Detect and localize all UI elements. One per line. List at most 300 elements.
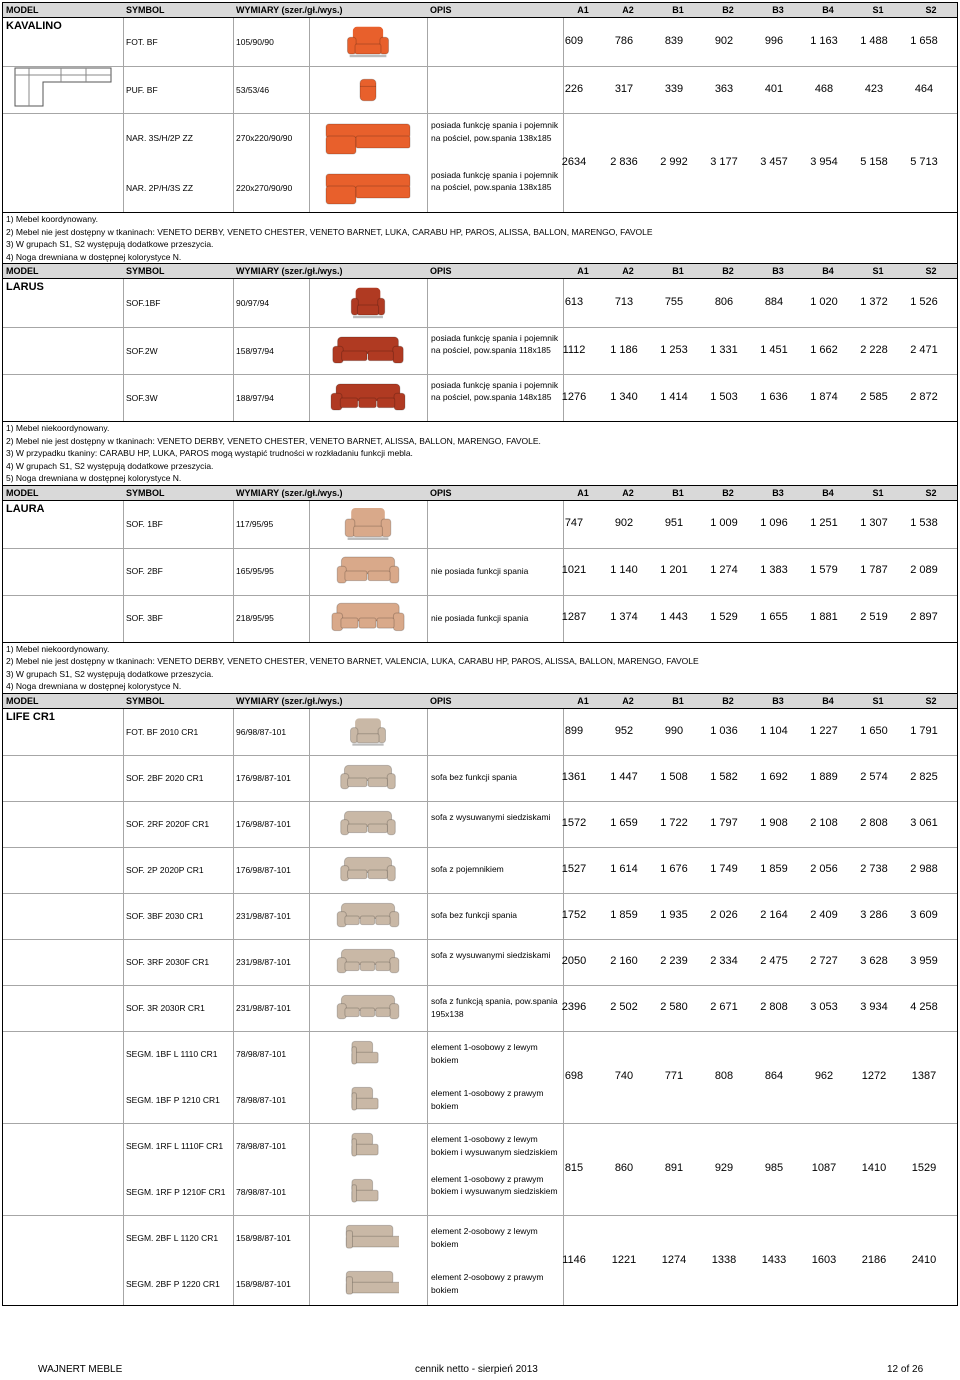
header-price-group: A1: [577, 487, 589, 498]
price-cell: 3 061: [910, 816, 938, 829]
price-cell: 1 659: [610, 816, 638, 829]
product-photo: [333, 898, 403, 939]
price-cell: 990: [664, 724, 684, 737]
price-cell: 2 471: [910, 343, 938, 356]
table-row: [3, 66, 957, 114]
symbol-cell: SEGM. 1BF L 1110 CR1: [126, 1048, 218, 1059]
symbol-cell: PUF. BF: [126, 84, 158, 95]
price-cell: 2 992: [660, 155, 688, 168]
description-cell: element 1-osobowy z lewym bokiem: [431, 1042, 538, 1065]
dimensions-cell: 78/98/87-101: [236, 1186, 287, 1197]
price-cell: 902: [714, 35, 734, 47]
header-price-group: A2: [622, 487, 634, 498]
description-cell: posiada funkcję spania i pojemnik na pościel, pow.spania 138x185: [431, 169, 559, 193]
symbol-cell: SEGM. 2BF P 1220 CR1: [126, 1278, 220, 1289]
price-cell: 786: [614, 35, 634, 47]
price-cell: 1752: [561, 908, 587, 921]
symbol-cell: SOF.3W: [126, 392, 158, 403]
price-cell: 902: [614, 517, 634, 529]
footer-page-number: 12 of 26: [887, 1364, 924, 1375]
price-cell: 747: [564, 517, 584, 529]
header-model: MODEL: [6, 487, 39, 498]
symbol-cell: SOF. 3BF 2030 CR1: [126, 910, 204, 921]
price-cell: 1 859: [760, 862, 788, 875]
description-cell: sofa z pojemnikiem: [431, 864, 504, 875]
header-price-group: B3: [772, 5, 784, 15]
price-cell: 1 186: [610, 343, 638, 356]
price-cell: 2050: [561, 954, 587, 967]
price-cell: 1 307: [860, 517, 888, 529]
price-cell: 2 026: [710, 908, 738, 921]
description-cell: element 1-osobowy z lewym bokiem i wysuwanym siedziskiem: [431, 1134, 558, 1157]
symbol-cell: SOF.2W: [126, 345, 158, 356]
price-cell: 1 451: [760, 343, 788, 356]
table-row: [3, 847, 957, 894]
table-row: [3, 801, 957, 848]
price-cell: 1 009: [710, 517, 738, 529]
header-symbol: SYMBOL: [126, 695, 165, 706]
header-price-group: S1: [872, 266, 884, 276]
header-price-group: B4: [822, 487, 834, 498]
note-line: 2) Mebel nie jest dostępny w tkaninach: VENETO DERBY, VENETO CHESTER, VENETO BARNET, VALENCIA, LUKA, CARABU HP, PAROS, ALISSA, BALLON, MARENGO, FAVOLE: [6, 656, 699, 666]
price-cell: 2 239: [660, 954, 688, 967]
note-line: 4) W grupach S1, S2 występują dodatkowe przeszycia.: [6, 460, 214, 471]
price-cell: 464: [914, 82, 934, 95]
price-cell: 1 163: [810, 35, 838, 47]
price-cell: 2 671: [710, 1000, 738, 1013]
notes-block: [3, 212, 957, 263]
table-row: [3, 985, 957, 1032]
description-cell: nie posiada funkcji spania: [431, 612, 529, 623]
price-cell: 468: [814, 82, 834, 95]
shared-price-row: [3, 1215, 957, 1307]
description-cell: posiada funkcję spania i pojemnik na pościel, pow.spania 138x185: [431, 120, 559, 143]
price-cell: 740: [614, 1069, 634, 1082]
price-cell: 2 164: [760, 908, 788, 921]
symbol-cell: SOF. 2P 2020P CR1: [126, 864, 204, 875]
price-cell: 1021: [561, 564, 587, 576]
symbol-cell: SEGM. 1RF P 1210F CR1: [126, 1186, 226, 1197]
price-cell: 1433: [761, 1253, 787, 1266]
table-row: [3, 939, 957, 986]
section-kavalino: [2, 2, 958, 263]
description-cell: posiada funkcję spania i pojemnik na pościel, pow.spania 148x185: [431, 379, 559, 403]
header-symbol: SYMBOL: [126, 5, 165, 15]
header-description: OPIS: [430, 695, 452, 706]
price-cell: 1 503: [710, 390, 738, 403]
header-description: OPIS: [430, 487, 452, 498]
price-cell: 1 881: [810, 611, 838, 623]
symbol-cell: SEGM. 2BF L 1120 CR1: [126, 1232, 219, 1243]
header-price-group: B3: [772, 487, 784, 498]
table-row: [3, 327, 957, 375]
price-cell: 226: [564, 82, 584, 95]
header-price-group: B3: [772, 266, 784, 276]
price-cell: 2 056: [810, 862, 838, 875]
section-body: [3, 501, 957, 642]
price-cell: 2 585: [860, 390, 888, 403]
note-line: 1) Mebel koordynowany.: [6, 214, 98, 224]
notes-block: [3, 642, 957, 693]
description-cell: sofa bez funkcji spania: [431, 772, 517, 783]
dimensions-cell: 231/98/87-101: [236, 910, 291, 921]
symbol-cell: FOT. BF 2010 CR1: [126, 726, 199, 737]
price-cell: 1338: [711, 1253, 737, 1266]
price-cell: 952: [614, 724, 634, 737]
dimensions-cell: 158/97/94: [236, 345, 274, 356]
price-cell: 4 258: [910, 1000, 938, 1013]
price-cell: 713: [614, 296, 634, 308]
dimensions-cell: 270x220/90/90: [236, 133, 293, 143]
product-photo: [333, 551, 403, 596]
dimensions-cell: 165/95/95: [236, 566, 274, 576]
price-cell: 1 749: [710, 862, 738, 875]
dimensions-cell: 176/98/87-101: [236, 818, 291, 829]
dimensions-cell: 117/95/95: [236, 519, 274, 529]
symbol-cell: NAR. 3S/H/2P ZZ: [126, 133, 193, 143]
dimensions-cell: 176/98/87-101: [236, 864, 291, 875]
header-description: OPIS: [430, 266, 452, 276]
header-price-group: S1: [872, 695, 884, 706]
price-cell: 985: [764, 1161, 784, 1174]
description-cell: sofa z funkcją spania, pow.spania 195x138: [431, 996, 558, 1019]
price-cell: 2 160: [610, 954, 638, 967]
header-dimensions: WYMIARY (szer./gł./wys.): [236, 5, 343, 15]
note-line: 3) W grupach S1, S2 występują dodatkowe przeszycia.: [6, 668, 214, 679]
header-description: OPIS: [430, 5, 452, 15]
header-price-group: B1: [672, 695, 684, 706]
section-body: [3, 709, 957, 1305]
price-cell: 1274: [661, 1253, 687, 1266]
price-cell: 1 797: [710, 816, 738, 829]
price-cell: 2 502: [610, 1000, 638, 1013]
price-cell: 2 409: [810, 908, 838, 921]
price-cell: 1 889: [810, 770, 838, 783]
price-cell: 1 096: [760, 517, 788, 529]
dimensions-cell: 78/98/87-101: [236, 1140, 287, 1151]
price-cell: 1276: [561, 390, 587, 403]
product-photo: [346, 283, 390, 328]
symbol-cell: SOF. 2RF 2020F CR1: [126, 818, 210, 829]
price-cell: 2 580: [660, 1000, 688, 1013]
price-cell: 1 372: [860, 296, 888, 308]
product-photo: [333, 990, 403, 1031]
price-cell: 2 228: [860, 343, 888, 356]
price-cell: 1 662: [810, 343, 838, 356]
price-cell: 1 447: [610, 770, 638, 783]
price-cell: 1087: [811, 1161, 837, 1174]
price-cell: 698: [564, 1069, 584, 1082]
header-price-group: B1: [672, 266, 684, 276]
price-cell: 1 614: [610, 862, 638, 875]
price-cell: 899: [564, 724, 584, 737]
symbol-cell: SOF.1BF: [126, 298, 161, 308]
price-cell: 884: [764, 296, 784, 308]
price-cell: 2 988: [910, 862, 938, 875]
product-photo: [327, 597, 409, 644]
header-price-group: S1: [872, 5, 884, 15]
model-name: LIFE CR1: [6, 710, 55, 723]
header-model: MODEL: [6, 695, 39, 706]
header-price-group: S2: [925, 487, 937, 498]
note-line: 1) Mebel niekoordynowany.: [6, 643, 110, 654]
product-photo: [338, 503, 398, 550]
header-price-group: S2: [925, 5, 937, 15]
price-cell: 2 808: [860, 816, 888, 829]
price-cell: 401: [764, 82, 784, 95]
model-name: LAURA: [6, 502, 45, 515]
note-line: 1) Mebel niekoordynowany.: [6, 423, 110, 433]
price-cell: 1527: [561, 862, 587, 875]
price-cell: 609: [564, 35, 584, 47]
price-cell: 1 508: [660, 770, 688, 783]
price-cell: 2 738: [860, 862, 888, 875]
price-cell: 1 722: [660, 816, 688, 829]
price-cell: 839: [664, 35, 684, 47]
note-line: 5) Noga drewniana w dostępnej kolorystyce N.: [6, 473, 182, 483]
price-cell: 1 414: [660, 390, 688, 403]
price-cell: 1387: [911, 1069, 937, 1082]
table-row: [3, 709, 957, 756]
price-cell: 3 954: [810, 155, 838, 168]
table-row: [3, 18, 957, 67]
price-cell: 5 158: [860, 155, 888, 168]
section-body: [3, 279, 957, 421]
price-cell: 2 108: [810, 816, 838, 829]
price-cell: 1 676: [660, 862, 688, 875]
dimensions-cell: 176/98/87-101: [236, 772, 291, 783]
price-cell: 891: [664, 1161, 684, 1174]
price-cell: 1603: [811, 1253, 837, 1266]
dimensions-cell: 231/98/87-101: [236, 1002, 291, 1013]
model-name: KAVALINO: [6, 20, 62, 32]
dimensions-cell: 96/98/87-101: [236, 726, 287, 737]
dimensions-cell: 105/90/90: [236, 37, 274, 47]
price-cell: 5 713: [910, 155, 938, 168]
table-row: [3, 548, 957, 596]
price-cell: 2 334: [710, 954, 738, 967]
header-dimensions: WYMIARY (szer./gł./wys.): [236, 266, 343, 276]
header-model: MODEL: [6, 266, 39, 276]
header-price-group: A1: [577, 5, 589, 15]
dimensions-cell: 78/98/87-101: [236, 1048, 287, 1059]
dimensions-cell: 53/53/46: [236, 84, 270, 95]
price-cell: 3 177: [710, 155, 738, 168]
table-row: [3, 501, 957, 549]
header-dimensions: WYMIARY (szer./gł./wys.): [236, 695, 343, 706]
header-price-group: S2: [925, 695, 937, 706]
price-cell: 1 791: [910, 724, 938, 737]
symbol-cell: FOT. BF: [126, 37, 158, 47]
product-photo: [328, 331, 408, 376]
price-cell: 1 908: [760, 816, 788, 829]
price-cell: 613: [564, 296, 584, 308]
price-cell: 1 201: [660, 564, 688, 576]
price-cell: 929: [714, 1161, 734, 1174]
price-cell: 2 574: [860, 770, 888, 783]
price-cell: 3 457: [760, 155, 788, 168]
price-cell: 1 443: [660, 611, 688, 623]
symbol-cell: SOF. 3RF 2030F CR1: [126, 956, 210, 967]
header-symbol: SYMBOL: [126, 266, 165, 276]
price-cell: 2186: [861, 1253, 887, 1266]
symbol-cell: SEGM. 1RF L 1110F CR1: [126, 1140, 224, 1151]
note-line: 3) W przypadku tkaniny: CARABU HP, LUKA, PAROS mogą wystąpić trudności w rozkładaniu funkcji mebla.: [6, 448, 413, 458]
table-row: [3, 279, 957, 328]
description-cell: sofa z wysuwanymi siedziskami: [431, 950, 551, 960]
description-cell: nie posiada funkcji spania: [431, 565, 529, 576]
shared-price-row: [3, 113, 957, 212]
price-cell: 1287: [561, 611, 587, 623]
price-cell: 3 628: [860, 954, 888, 967]
price-cell: 1410: [861, 1161, 887, 1174]
price-cell: 317: [614, 82, 634, 95]
product-photo: [348, 72, 388, 113]
price-cell: 1 383: [760, 564, 788, 576]
header-price-group: B2: [722, 266, 734, 276]
dimensions-cell: 188/97/94: [236, 392, 274, 403]
price-cell: 1 636: [760, 390, 788, 403]
header-price-group: A2: [622, 266, 634, 276]
price-cell: 3 286: [860, 908, 888, 921]
shared-price-row: [3, 1031, 957, 1123]
table-header: [3, 486, 957, 501]
table-row: [3, 595, 957, 642]
price-cell: 808: [714, 1069, 734, 1082]
price-cell: 1 227: [810, 724, 838, 737]
table-header: [3, 3, 957, 18]
product-photo: [333, 944, 403, 985]
shared-price-row: [3, 1123, 957, 1215]
price-cell: 423: [864, 82, 884, 95]
price-cell: 3 053: [810, 1000, 838, 1013]
price-cell: 1 655: [760, 611, 788, 623]
header-price-group: B4: [822, 5, 834, 15]
table-header: [3, 264, 957, 279]
price-cell: 363: [714, 82, 734, 95]
header-price-group: B4: [822, 695, 834, 706]
symbol-cell: SEGM. 1BF P 1210 CR1: [126, 1094, 220, 1105]
price-cell: 1 874: [810, 390, 838, 403]
price-cell: 962: [814, 1069, 834, 1082]
section-body: [3, 18, 957, 212]
price-cell: 1 538: [910, 517, 938, 529]
price-cell: 755: [664, 296, 684, 308]
symbol-cell: NAR. 2P/H/3S ZZ: [126, 182, 194, 193]
price-cell: 1 859: [610, 908, 638, 921]
price-cell: 1 579: [810, 564, 838, 576]
price-cell: 771: [664, 1069, 684, 1082]
description-cell: element 2-osobowy z prawym bokiem: [431, 1272, 544, 1295]
header-price-group: A2: [622, 5, 634, 15]
price-cell: 1 529: [710, 611, 738, 623]
header-price-group: B1: [672, 487, 684, 498]
price-cell: 1 253: [660, 343, 688, 356]
footer-title: cennik netto - sierpień 2013: [415, 1364, 538, 1375]
price-cell: 996: [764, 35, 784, 47]
note-line: 2) Mebel nie jest dostępny w tkaninach: VENETO DERBY, VENETO CHESTER, VENETO BARNET, LUKA, CARABU HP, PAROS, ALISSA, BALLON, MARENGO, FAVOLE: [6, 226, 653, 237]
dimensions-cell: 220x270/90/90: [236, 182, 293, 193]
header-price-group: A2: [622, 695, 634, 706]
symbol-cell: SOF. 3BF: [126, 613, 163, 623]
section-laura: [2, 485, 958, 693]
price-cell: 806: [714, 296, 734, 308]
footer-company: WAJNERT MEBLE: [38, 1364, 123, 1375]
price-cell: 1112: [562, 343, 586, 356]
price-cell: 860: [614, 1161, 634, 1174]
header-price-group: B2: [722, 695, 734, 706]
header-price-group: B1: [672, 5, 684, 15]
notes-block: [3, 421, 957, 485]
header-symbol: SYMBOL: [126, 487, 165, 498]
price-cell: 1272: [861, 1069, 887, 1082]
note-line: 2) Mebel nie jest dostępny w tkaninach: VENETO DERBY, VENETO CHESTER, VENETO BARNET, ALISSA, BALLON, MARENGO, FAVOLE.: [6, 435, 541, 446]
header-price-group: B2: [722, 487, 734, 498]
symbol-cell: SOF. 2BF 2020 CR1: [126, 772, 204, 783]
price-cell: 2410: [911, 1253, 937, 1266]
price-cell: 1 488: [860, 35, 888, 47]
symbol-cell: SOF. 2BF: [126, 566, 163, 576]
table-row: [3, 374, 957, 421]
product-photo: [326, 378, 410, 423]
price-cell: 2634: [561, 155, 587, 168]
price-cell: 951: [664, 517, 684, 529]
price-cell: 2 872: [910, 390, 938, 403]
price-cell: 1 251: [810, 517, 838, 529]
price-cell: 1 650: [860, 724, 888, 737]
header-price-group: S2: [925, 266, 937, 276]
price-cell: 815: [564, 1161, 584, 1174]
section-lifecr1: [2, 693, 958, 1306]
price-cell: 1 526: [910, 296, 938, 308]
price-cell: 1146: [562, 1253, 586, 1266]
price-cell: 1572: [561, 816, 587, 829]
product-photo: [341, 22, 395, 67]
description-cell: element 1-osobowy z prawym bokiem i wysuwanym siedziskiem: [431, 1173, 558, 1197]
product-photo: [345, 714, 391, 755]
price-cell: 2 519: [860, 611, 888, 623]
header-price-group: S1: [872, 487, 884, 498]
price-cell: 2 808: [760, 1000, 788, 1013]
header-price-group: B2: [722, 5, 734, 15]
description-cell: sofa z wysuwanymi siedziskami: [431, 812, 551, 822]
product-photo: [337, 806, 399, 847]
product-photo: [337, 760, 399, 801]
price-cell: 1 935: [660, 908, 688, 921]
note-line: 4) Noga drewniana w dostępnej kolorystyce N.: [6, 251, 182, 262]
symbol-cell: SOF. 1BF: [126, 519, 163, 529]
price-cell: 1 331: [710, 343, 738, 356]
price-cell: 2 475: [760, 954, 788, 967]
price-cell: 2396: [561, 1000, 587, 1013]
dimensions-cell: 158/98/87-101: [236, 1278, 291, 1289]
price-cell: 1 340: [610, 390, 638, 403]
price-cell: 2 727: [810, 954, 838, 967]
table-header: [3, 694, 957, 709]
price-list-page: [2, 2, 958, 1306]
table-row: [3, 893, 957, 940]
price-cell: 1 140: [610, 564, 638, 576]
price-cell: 1 692: [760, 770, 788, 783]
price-cell: 1 582: [710, 770, 738, 783]
description-cell: posiada funkcję spania i pojemnik na pościel, pow.spania 118x185: [431, 332, 559, 356]
header-price-group: B4: [822, 266, 834, 276]
dimensions-cell: 158/98/87-101: [236, 1232, 291, 1243]
dimensions-cell: 231/98/87-101: [236, 956, 291, 967]
price-cell: 1 658: [910, 35, 938, 47]
price-cell: 1221: [611, 1253, 637, 1266]
header-price-group: A1: [577, 266, 589, 276]
